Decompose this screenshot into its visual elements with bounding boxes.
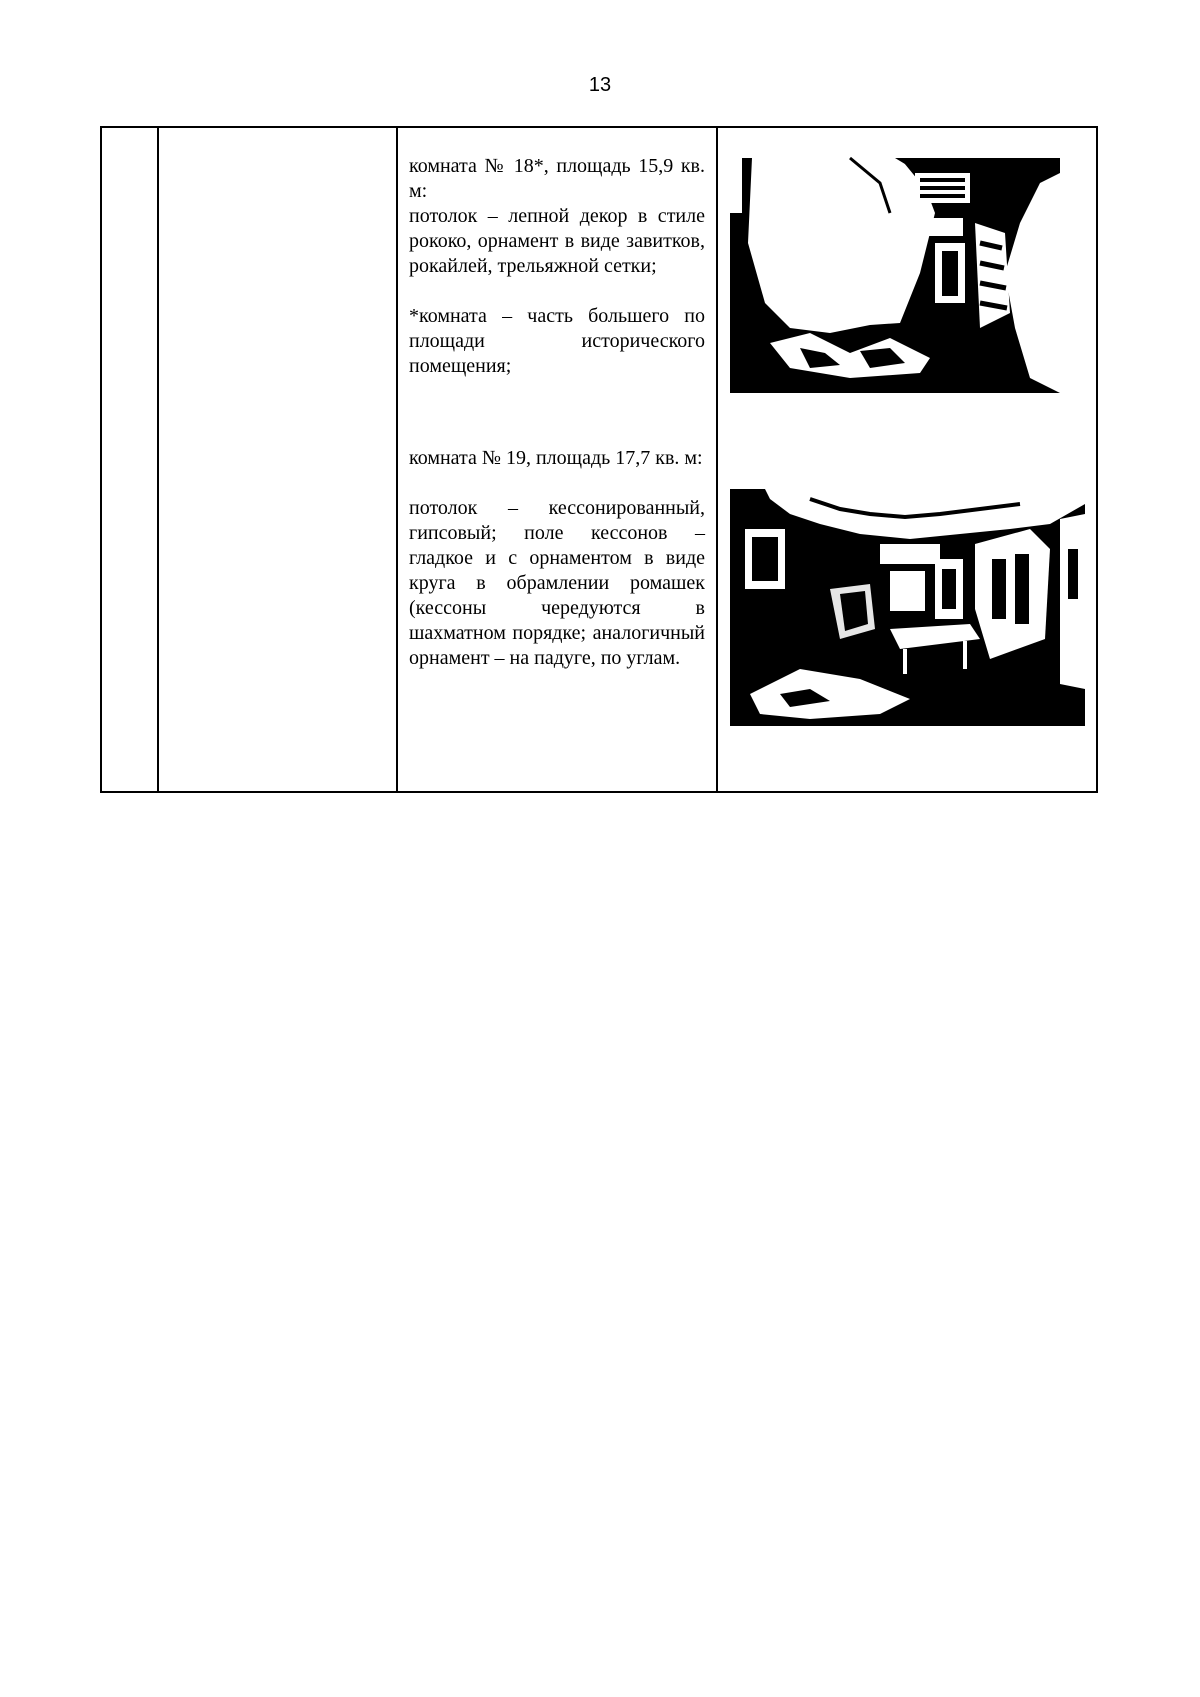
room-19-text	[409, 446, 705, 671]
room-18-text	[409, 154, 705, 379]
room-19-description: потолок – кессонированный, гипсовый; поле кессонов – гладкое и с орнаментом в виде круга в обрамлении ромашек (кессоны чередуются в шахматном порядке; аналогичный орнамент – на падуге, по углам.	[409, 497, 705, 669]
room-18-note: *комната – часть большего по площади исторического помещения;	[409, 305, 705, 377]
room-18-description: потолок – лепной декор в стиле рококо, орнамент в виде завитков, рокайлей, трельяжной сетки;	[409, 205, 705, 277]
room-18-ceiling-photo	[730, 153, 1060, 393]
table-row	[101, 127, 1097, 792]
room-19-heading: комната № 19, площадь 17,7 кв. м:	[409, 447, 703, 469]
room-19-ceiling-photo	[730, 489, 1085, 726]
room-description-table	[100, 126, 1098, 793]
photo-cell	[717, 127, 1097, 792]
page-number: 13	[588, 74, 612, 96]
object-cell	[158, 127, 397, 792]
room-18-heading: комната № 18*, площадь 15,9 кв. м:	[409, 155, 705, 202]
number-cell	[101, 127, 158, 792]
description-cell	[397, 127, 717, 792]
